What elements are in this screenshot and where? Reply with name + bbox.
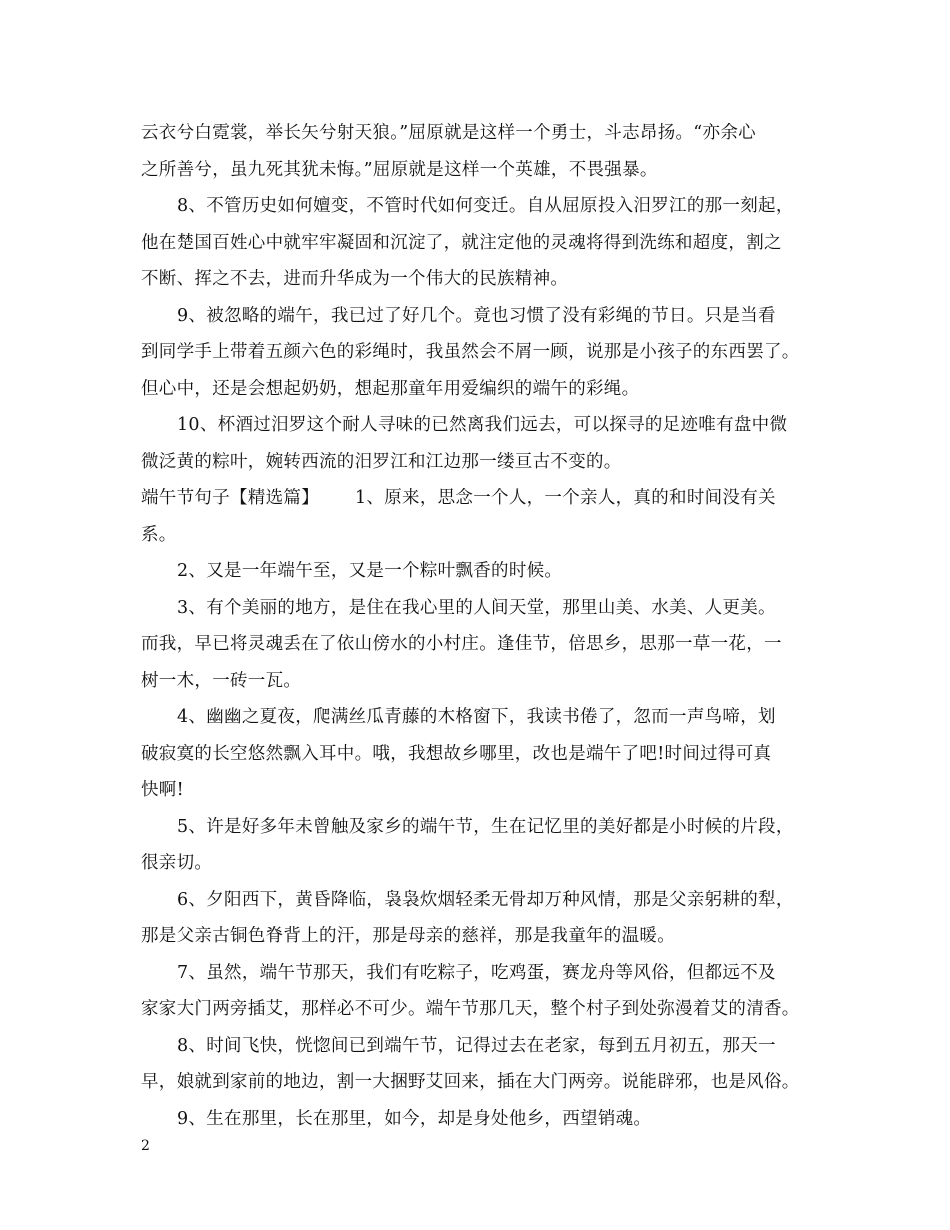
text-line: 而我，早已将灵魂丢在了依山傍水的小村庄。逢佳节，倍思乡，思那一草一花，一 <box>141 634 782 654</box>
text-line: 10、杯酒过汨罗这个耐人寻味的已然离我们远去，可以探寻的足迹唯有盘中微 <box>177 415 788 435</box>
text-line: 破寂寞的长空悠然飘入耳中。哦，我想故乡哪里，改也是端午了吧!时间过得可真 <box>141 743 772 764</box>
text-line: 9、被忽略的端午，我已过了好几个。竟也习惯了没有彩绳的节日。只是当看 <box>177 305 776 326</box>
text-line: 8、时间飞快，恍惚间已到端午节，记得过去在老家，每到五月初五，那天一 <box>177 1035 776 1056</box>
text-line: 6、夕阳西下，黄昏降临，袅袅炊烟轻柔无骨却万种风情，那是父亲躬耕的犁， <box>177 889 794 910</box>
text-line: 家家大门两旁插艾，那样必不可少。端午节那几天，整个村子到处弥漫着艾的清香。 <box>141 999 800 1019</box>
text-line: 1、原来，思念一个人，一个亲人，真的和时间没有关 <box>355 488 776 508</box>
text-line: 到同学手上带着五颜六色的彩绳时，我虽然会不屑一顾，说那是小孩子的东西罢了。 <box>141 342 800 362</box>
text-line: 之所善兮，虽九死其犹未悔。”屈原就是这样一个英雄，不畏强暴。 <box>141 159 658 180</box>
page-number: 2 <box>141 1138 150 1154</box>
text-line: 9、生在那里，长在那里，如今，却是身处他乡，西望销魂。 <box>177 1108 652 1129</box>
text-line: 云衣兮白霓裳，举长矢兮射天狼。”屈原就是这样一个勇士，斗志昂扬。“亦余心 <box>141 123 756 143</box>
text-line: 4、幽幽之夏夜，爬满丝瓜青藤的木格窗下，我读书倦了，忽而一声鸟啼，划 <box>177 707 776 727</box>
text-line: 快啊! <box>141 780 184 800</box>
text-line: 7、虽然，端午节那天，我们有吃粽子，吃鸡蛋，赛龙舟等风俗，但都远不及 <box>177 962 776 983</box>
text-line: 不断、挥之不去，进而升华成为一个伟大的民族精神。 <box>141 269 569 289</box>
document-body <box>141 115 821 1137</box>
text-line: 系。 <box>141 524 177 545</box>
text-line: 3、有个美丽的地方，是住在我心里的人间天堂，那里山美、水美、人更美。 <box>177 597 776 618</box>
text-line: 但心中，还是会想起奶奶，想起那童年用爱编织的端午的彩绳。 <box>141 378 640 399</box>
text-line: 微泛黄的粽叶，婉转西流的汨罗江和江边那一缕亘古不变的。 <box>141 451 622 472</box>
text-line: 树一木，一砖一瓦。 <box>141 670 302 691</box>
section-heading: 端午节句子【精选篇】 <box>141 488 319 508</box>
section-heading-line <box>141 480 821 517</box>
text-line: 早，娘就到家前的地边，割一大捆野艾回来，插在大门两旁。说能辟邪，也是风俗。 <box>141 1072 800 1092</box>
text-line: 5、许是好多年未曾触及家乡的端午节，生在记忆里的美好都是小时候的片段， <box>177 816 794 837</box>
text-line: 8、不管历史如何嬗变，不管时代如何变迁。自从屈原投入汨罗江的那一刻起， <box>177 196 794 216</box>
text-line: 他在楚国百姓心中就牢牢凝固和沉淀了，就注定他的灵魂将得到洗练和超度，割之 <box>141 232 782 253</box>
text-line: 那是父亲古铜色脊背上的汗，那是母亲的慈祥，那是我童年的温暖。 <box>141 926 675 946</box>
text-line: 2、又是一年端午至，又是一个粽叶飘香的时候。 <box>177 561 563 581</box>
text-line: 很亲切。 <box>141 853 213 873</box>
